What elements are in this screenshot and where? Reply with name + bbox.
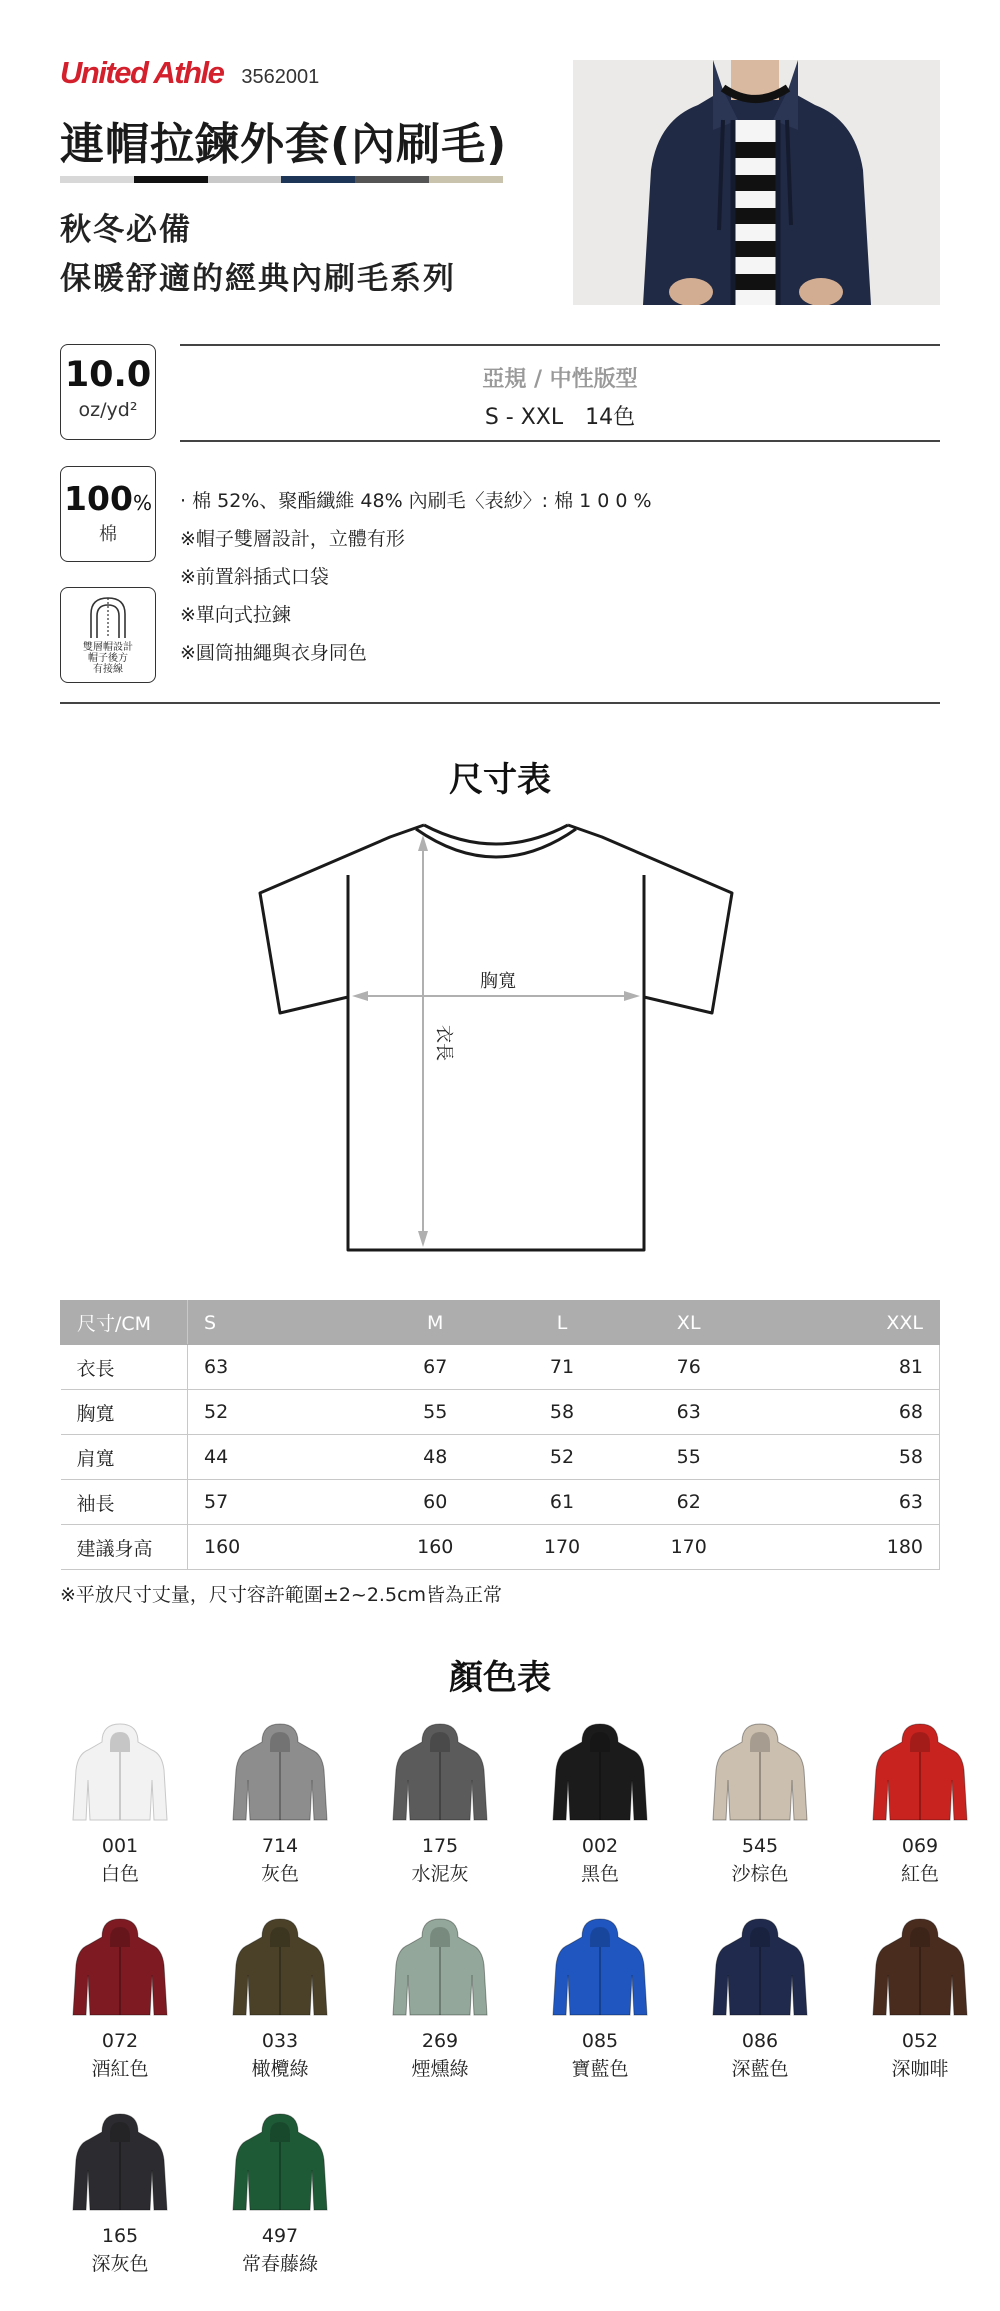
hoodie-icon [72,2110,168,2215]
table-cell: 52 [188,1390,372,1435]
color-swatch [680,1720,840,1889]
color-name: 深咖啡 [891,2058,949,2080]
color-name: 橄欖綠 [251,2058,309,2080]
table-cell: 160 [188,1525,372,1570]
color-bar-segment [60,176,134,183]
color-bar-segment [355,176,429,183]
color-swatch [520,1720,680,1889]
table-header-cell: S [188,1301,372,1345]
color-code: 497 [261,2225,299,2247]
brand-logo: United Athle [60,55,224,90]
color-name: 黑色 [580,1863,619,1885]
hoodie-icon [392,1915,488,2020]
color-name: 深藍色 [731,2058,789,2080]
table-cell: 68 [752,1390,939,1435]
color-code: 072 [101,2030,139,2052]
color-code: 545 [741,1835,779,1857]
color-swatch [840,1720,1000,1889]
color-swatch-grid [40,1720,960,2279]
hoodie-icon [872,1720,968,1825]
feature-list [180,482,652,672]
size-note: ※平放尺寸丈量，尺寸容許範圍±2~2.5cm皆為正常 [60,1584,503,1606]
color-swatch [680,1915,840,2084]
double-hood-badge [60,587,156,683]
color-swatch [40,1720,200,1889]
color-name: 灰色 [260,1863,299,1885]
color-swatch [360,1720,520,1889]
table-header-cell: L [499,1301,626,1345]
color-bar-segment [208,176,282,183]
color-swatch [40,2110,200,2279]
size-range: S - XXL 14色 [484,405,636,430]
table-cell: 44 [188,1435,372,1480]
color-name: 水泥灰 [411,1863,469,1885]
hoodie-icon [72,1915,168,2020]
tagline-line2: 保暖舒適的經典內刷毛系列 [60,261,456,297]
row-label: 袖長 [61,1480,188,1525]
table-cell: 58 [752,1435,939,1480]
table-row [61,1480,940,1525]
color-name: 酒紅色 [91,2058,149,2080]
product-photo [573,60,940,305]
table-row [61,1345,940,1390]
color-bar-segment [134,176,208,183]
product-title: 連帽拉鍊外套(內刷毛) [60,119,508,170]
hoodie-icon [872,1915,968,2020]
table-cell: 180 [752,1525,939,1570]
tagline-line1: 秋冬必備 [60,212,192,248]
hood-text [61,642,155,675]
table-cell: 160 [372,1525,499,1570]
color-bar-segment [429,176,503,183]
cotton-value: 100 [64,479,133,518]
divider [180,344,940,346]
color-swatch [520,1915,680,2084]
table-cell: 61 [499,1480,626,1525]
cotton-badge [60,466,156,562]
color-name: 煙燻綠 [411,2058,469,2080]
table-row [61,1525,940,1570]
color-name: 沙棕色 [731,1863,789,1885]
color-name: 紅色 [900,1863,939,1885]
table-row [61,1435,940,1480]
color-name: 深灰色 [91,2253,149,2275]
color-swatch [200,1915,360,2084]
color-code: 714 [261,1835,299,1857]
divider [180,440,940,442]
hoodie-icon [552,1915,648,2020]
table-cell: 63 [625,1390,752,1435]
hood-label-2: 帽子後方 [88,653,128,664]
hoodie-icon [232,1720,328,1825]
table-cell: 63 [188,1345,372,1390]
color-code: 175 [421,1835,459,1857]
chest-label: 胸寬 [480,971,516,992]
feature-item: · 棉 52%、聚酯纖維 48% 內刷毛〈表紗〉: 棉 1 0 0 % [180,490,652,512]
garment-diagram [240,815,760,1259]
brand-header [60,55,319,91]
product-code: 3562001 [241,66,320,88]
row-label: 肩寬 [61,1435,188,1480]
size-table-header [61,1301,940,1345]
color-name: 常春藤綠 [241,2253,318,2275]
size-chart-title: 尺寸表 [449,760,551,800]
cotton-value-wrap [61,479,155,518]
length-measure-line [418,835,428,1247]
table-header-cell: 尺寸/CM [61,1301,188,1345]
hoodie-icon [72,1720,168,1825]
row-label: 建議身高 [61,1525,188,1570]
feature-item: ※單向式拉鍊 [180,604,291,626]
table-cell: 57 [188,1480,372,1525]
cotton-unit: % [132,491,152,515]
color-bar-segment [281,176,355,183]
color-code: 269 [421,2030,459,2052]
table-cell: 67 [372,1345,499,1390]
hoodie-icon [712,1720,808,1825]
hoodie-icon [552,1720,648,1825]
hood-label-1: 雙層帽設計 [83,642,133,653]
table-header-cell: XXL [752,1301,939,1345]
row-label: 衣長 [61,1345,188,1390]
color-swatch [200,1720,360,1889]
fabric-weight-unit: oz/yd² [78,399,138,421]
hoodie-icon [232,2110,328,2215]
table-cell: 170 [625,1525,752,1570]
color-code: 085 [581,2030,619,2052]
color-swatch [200,2110,360,2279]
color-code: 052 [901,2030,939,2052]
feature-item: ※前置斜插式口袋 [180,566,329,588]
table-cell: 71 [499,1345,626,1390]
table-cell: 60 [372,1480,499,1525]
color-swatch [840,1915,1000,2084]
fabric-weight-value: 10.0 [64,355,152,395]
hoodie-icon [392,1720,488,1825]
table-cell: 62 [625,1480,752,1525]
table-cell: 52 [499,1435,626,1480]
feature-item: ※帽子雙層設計，立體有形 [180,528,405,550]
hood-label-3: 有接線 [93,664,123,675]
color-name: 寶藍色 [571,2058,629,2080]
hoodie-icon [712,1915,808,2020]
color-name: 白色 [100,1863,139,1885]
hood-icon [85,594,131,640]
row-label: 胸寬 [61,1390,188,1435]
color-code: 002 [581,1835,619,1857]
table-header-cell: XL [625,1301,752,1345]
color-swatch [40,1915,200,2084]
color-code: 165 [101,2225,139,2247]
color-chart-title: 顏色表 [449,1658,551,1698]
table-cell: 55 [372,1390,499,1435]
feature-item: ※圓筒抽繩與衣身同色 [180,642,367,664]
color-code: 069 [901,1835,939,1857]
cotton-label: 棉 [99,524,117,545]
table-header-cell: M [372,1301,499,1345]
chest-measure-line [352,991,640,1001]
divider [60,702,940,704]
length-label: 衣長 [433,1025,454,1061]
hoodie-icon [232,1915,328,2020]
color-code: 033 [261,2030,299,2052]
table-cell: 63 [752,1480,939,1525]
tagline [60,206,456,304]
table-cell: 48 [372,1435,499,1480]
table-cell: 58 [499,1390,626,1435]
table-row [61,1390,940,1435]
size-table [60,1300,940,1570]
table-cell: 81 [752,1345,939,1390]
fabric-weight-badge [60,344,156,440]
color-bar [60,176,503,183]
table-cell: 76 [625,1345,752,1390]
table-cell: 55 [625,1435,752,1480]
table-cell: 170 [499,1525,626,1570]
fit-type: 亞規 / 中性版型 [482,367,638,392]
color-swatch [360,1915,520,2084]
color-code: 001 [101,1835,139,1857]
color-code: 086 [741,2030,779,2052]
